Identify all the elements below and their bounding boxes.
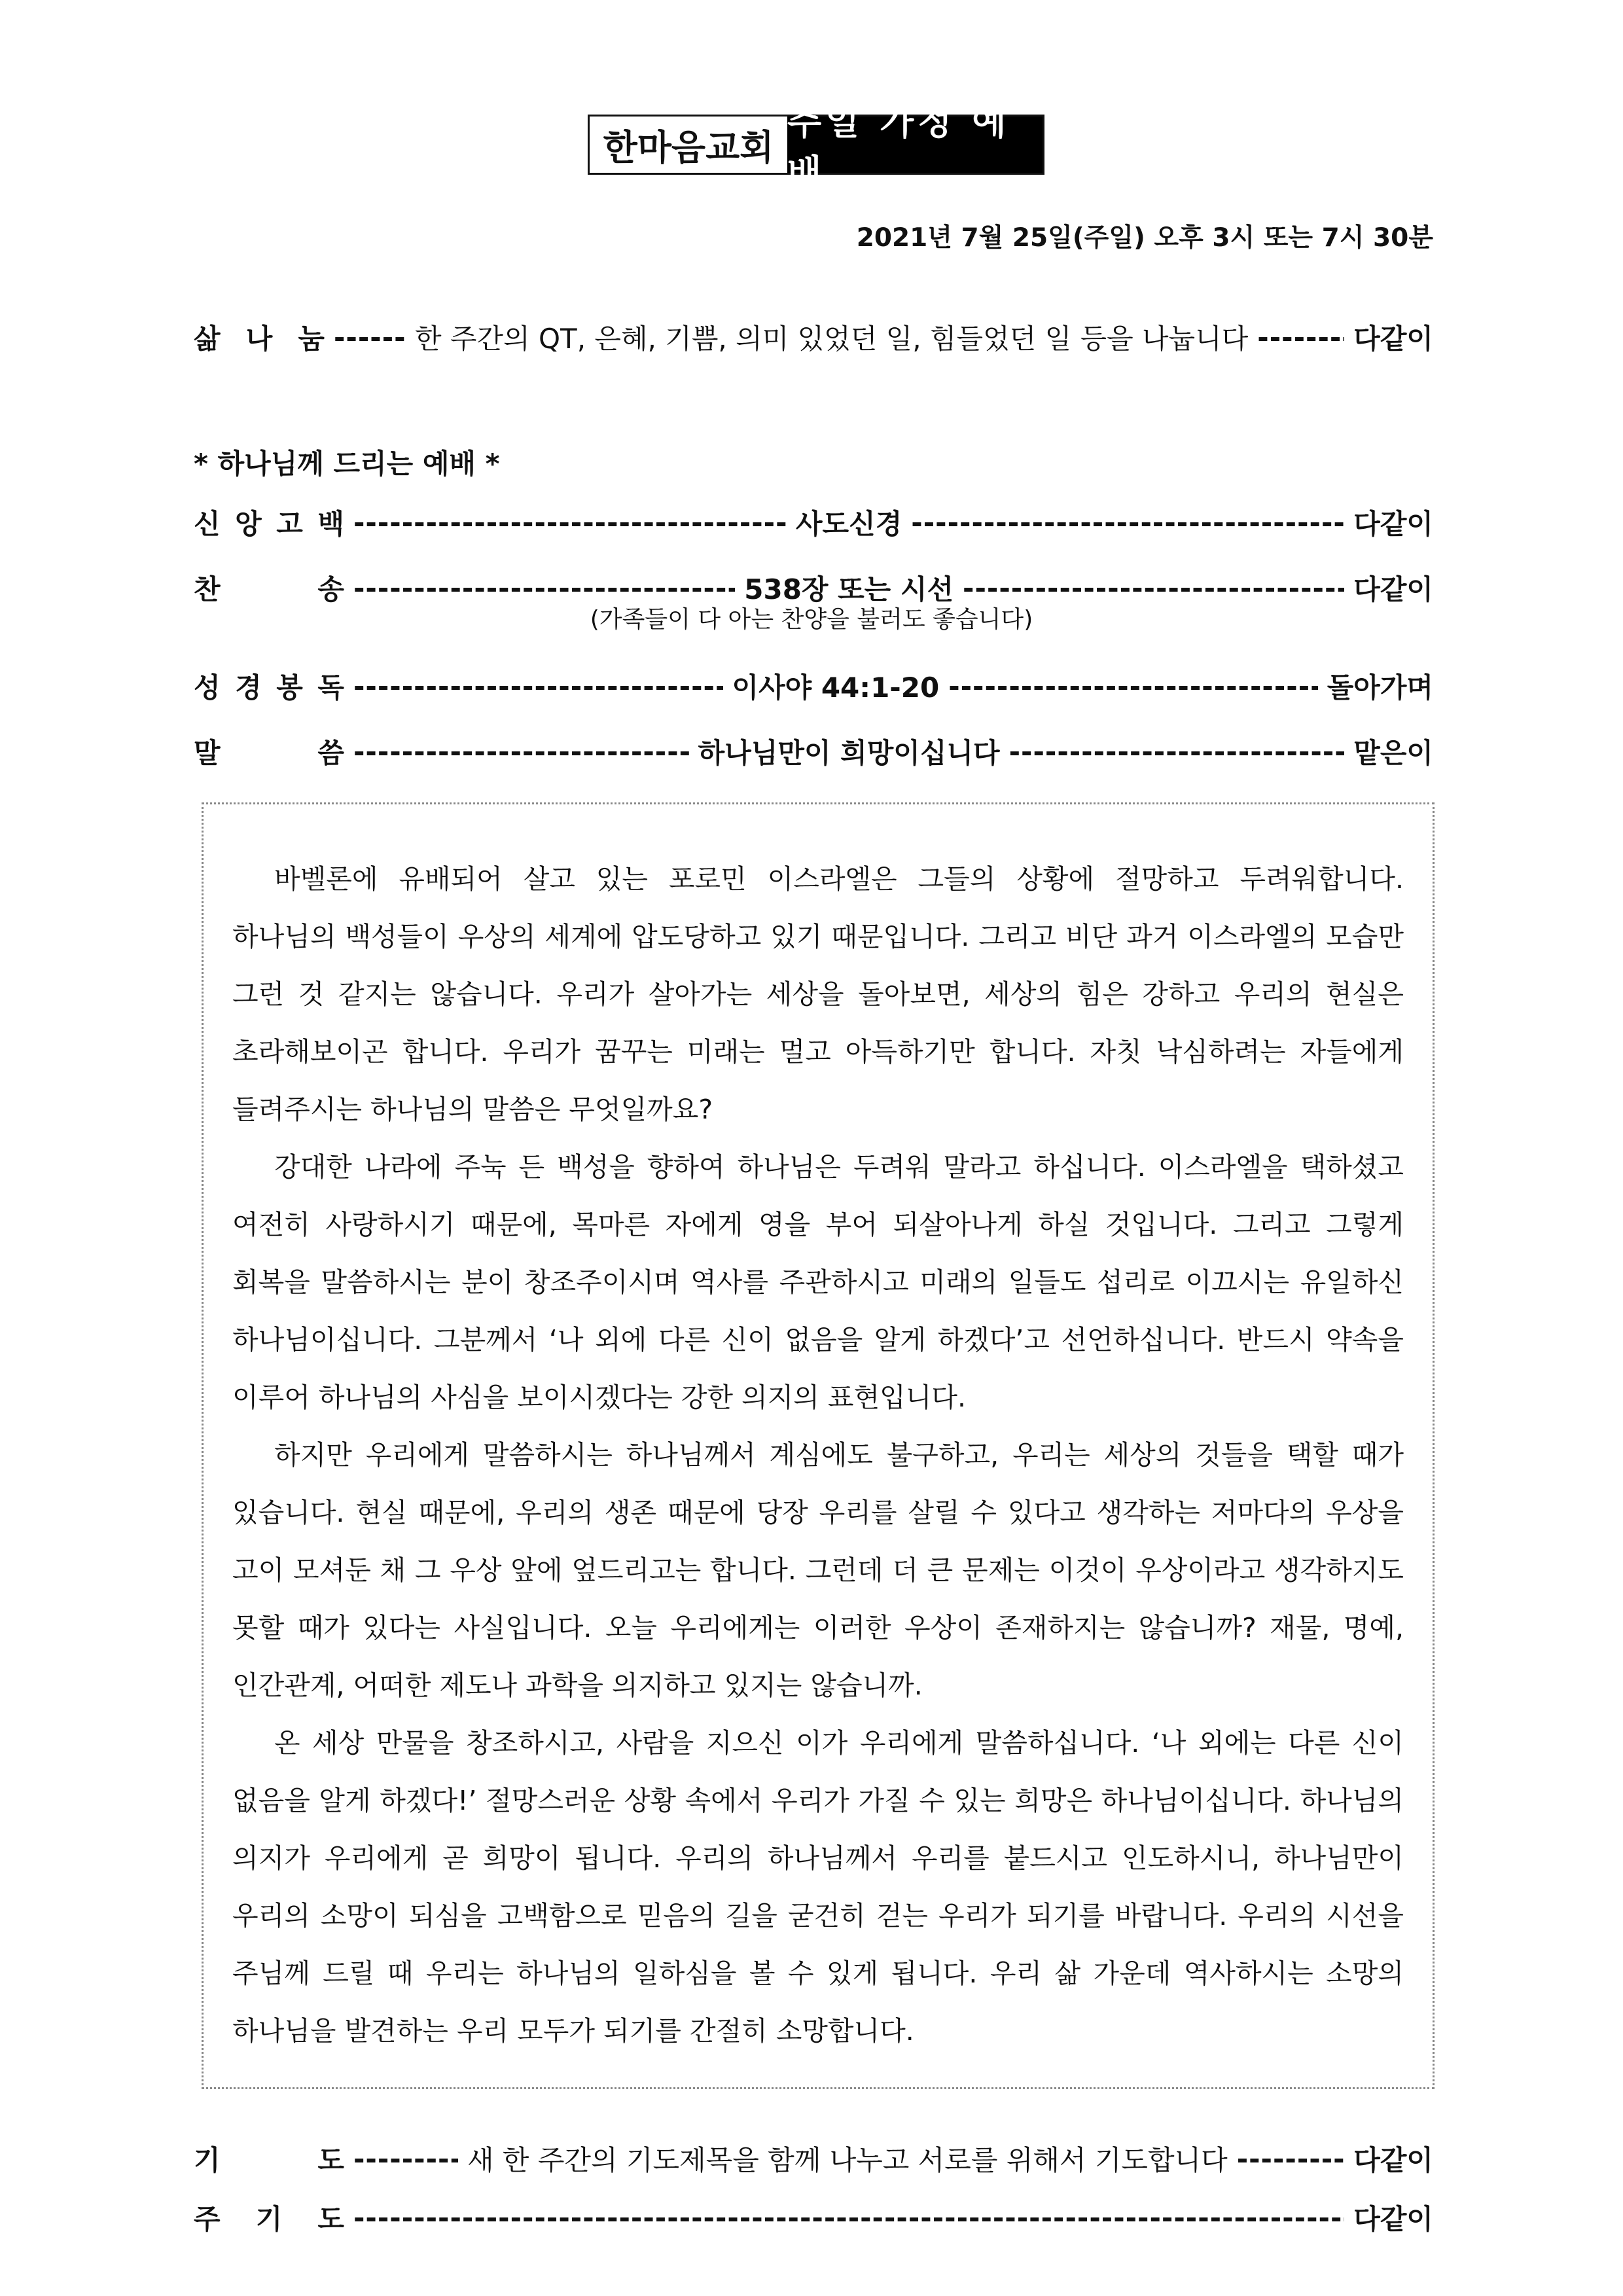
order-who: 맡은이: [1353, 737, 1433, 769]
label-char: 눔: [298, 323, 325, 355]
label-char: 송: [317, 573, 344, 605]
label-char: 말: [194, 737, 221, 769]
title-box: [588, 101, 1044, 193]
sermon-paragraph: 하지만 우리에게 말씀하시는 하나님께서 계심에도 불구하고, 우리는 세상의 것들을 택할 때가 있습니다. 현실 때문에, 우리의 생존 때문에 당장 우리를 살릴 수 있다고 생각하는 저마다의 우상을 고이 모셔둔 채 그 우상 앞에 엎드리고는 합니다. 그런데 더 큰 문제는 이것이 우상이라고 생각하지도 못할 때가 있다는 사실입니다. 오늘 우리에게는 이러한 우상이 존재하지는 않습니까? 재물, 명예, 인간관계, 어떠한 제도나 과학을 의지하고 있지는 않습니까.: [232, 1439, 1404, 1701]
worship-heading: * 하나님께 드리는 예배 *: [194, 448, 500, 480]
dash-leader: [334, 321, 406, 353]
service-date: 2021년 7월 25일(주일) 오후 3시 또는 7시 30분: [856, 223, 1433, 253]
label-char: 독: [317, 672, 344, 704]
dash-leader: [1257, 321, 1344, 353]
label-char: 나: [245, 323, 273, 355]
lords-prayer-who: 다같이: [1353, 2203, 1433, 2235]
label-char: 삶: [194, 323, 221, 355]
order-item: 하나님만이 희망이십니다: [698, 737, 1000, 769]
order-row-sermon: [194, 732, 1433, 771]
label-char: 고: [276, 508, 303, 540]
label-char: 백: [317, 508, 344, 540]
hymn-note: (가족들이 다 아는 찬양을 불러도 좋습니다): [590, 606, 1033, 633]
label-char: 앙: [235, 508, 262, 540]
dash-leader: [353, 736, 689, 768]
label-char: 봉: [276, 672, 303, 704]
dash-leader: [1009, 736, 1345, 768]
order-item: 사도신경: [795, 508, 902, 540]
prayer-description: 새 한 주간의 기도제목을 함께 나누고 서로를 위해서 기도합니다: [467, 2144, 1228, 2176]
dash-leader: [353, 2143, 458, 2175]
label-char: 주: [194, 2203, 221, 2235]
service-title: 주일 가정 예배: [787, 117, 1043, 173]
dash-leader: [353, 507, 787, 539]
label-char: 성: [194, 672, 221, 704]
lords-prayer-row: [194, 2198, 1433, 2237]
label-char: 신: [194, 508, 221, 540]
order-row-reading: [194, 666, 1433, 706]
order-label: [194, 732, 344, 771]
label-char: 도: [317, 2203, 344, 2235]
label-char: 씀: [317, 737, 344, 769]
dash-leader: [353, 572, 735, 604]
label-char: 기: [255, 2203, 283, 2235]
sharing-who: 다같이: [1353, 323, 1433, 355]
order-row-confession: [194, 503, 1433, 542]
dash-leader: [353, 2202, 1344, 2234]
dash-leader: [911, 507, 1344, 539]
sharing-label: [194, 317, 325, 357]
prayer-row: [194, 2139, 1433, 2178]
order-label: [194, 666, 344, 706]
order-who: 다같이: [1353, 508, 1433, 540]
sermon-paragraph: 온 세상 만물을 창조하시고, 사람을 지으신 이가 우리에게 말씀하십니다. ‘나 외에는 다른 신이 없음을 알게 하겠다!’ 절망스러운 상황 속에서 우리가 가질 수 있는 희망은 하나님이십니다. 하나님의 의지가 우리에게 곧 희망이 됩니다. 우리의 하나님께서 우리를 붙드시고 인도하시니, 하나님만이 우리의 소망이 되심을 고백함으로 믿음의 길을 굳건히 걷는 우리가 되기를 바랍니다. 우리의 시선을 주님께 드릴 때 우리는 하나님의 일하심을 볼 수 있게 됩니다. 우리 삶 가운데 역사하시는 소망의 하나님을 발견하는 우리 모두가 되기를 간절히 소망합니다.: [232, 1727, 1404, 2047]
order-item: 538장 또는 시선: [744, 573, 954, 605]
prayer-label: [194, 2139, 344, 2178]
lords-prayer-label: [194, 2198, 344, 2237]
label-char: 기: [194, 2144, 221, 2176]
dash-leader: [1237, 2143, 1345, 2175]
order-who: 다같이: [1353, 573, 1433, 605]
dash-leader: [963, 572, 1344, 604]
order-who: 돌아가며: [1327, 672, 1433, 704]
label-char: 도: [317, 2144, 344, 2176]
label-char: 찬: [194, 573, 221, 605]
dash-leader: [948, 670, 1318, 702]
order-item: 이사야 44:1-20: [732, 672, 940, 704]
sermon-paragraph: 바벨론에 유배되어 살고 있는 포로민 이스라엘은 그들의 상황에 절망하고 두려워합니다. 하나님의 백성들이 우상의 세계에 압도당하고 있기 때문입니다. 그리고 비단 과거 이스라엘의 모습만 그런 것 같지는 않습니다. 우리가 살아가는 세상을 돌아보면, 세상의 힘은 강하고 우리의 현실은 초라해보이곤 합니다. 우리가 꿈꾸는 미래는 멀고 아득하기만 합니다. 자칫 낙심하려는 자들에게 들려주시는 하나님의 말씀은 무엇일까요?: [232, 863, 1404, 1125]
sharing-row: [194, 317, 1433, 357]
dash-leader: [353, 670, 723, 702]
sharing-description: 한 주간의 QT, 은혜, 기쁨, 의미 있었던 일, 힘들었던 일 등을 나눕니다: [415, 323, 1249, 355]
prayer-who: 다같이: [1353, 2144, 1433, 2176]
order-label: [194, 503, 344, 542]
sermon-box: [202, 802, 1435, 2089]
sermon-paragraph: 강대한 나라에 주눅 든 백성을 향하여 하나님은 두려워 말라고 하십니다. 이스라엘을 택하셨고 여전히 사랑하시기 때문에, 목마른 자에게 영을 부어 되살아나게 하실 것입니다. 그리고 그렇게 회복을 말씀하시는 분이 창조주이시며 역사를 주관하시고 미래의 일들도 섭리로 이끄시는 유일하신 하나님이십니다. 그분께서 ‘나 외에 다른 신이 없음을 알게 하겠다’고 선언하십니다. 반드시 약속을 이루어 하나님의 사심을 보이시겠다는 강한 의지의 표현입니다.: [232, 1151, 1404, 1413]
label-char: 경: [235, 672, 262, 704]
church-name: 한마음교회: [590, 117, 787, 173]
